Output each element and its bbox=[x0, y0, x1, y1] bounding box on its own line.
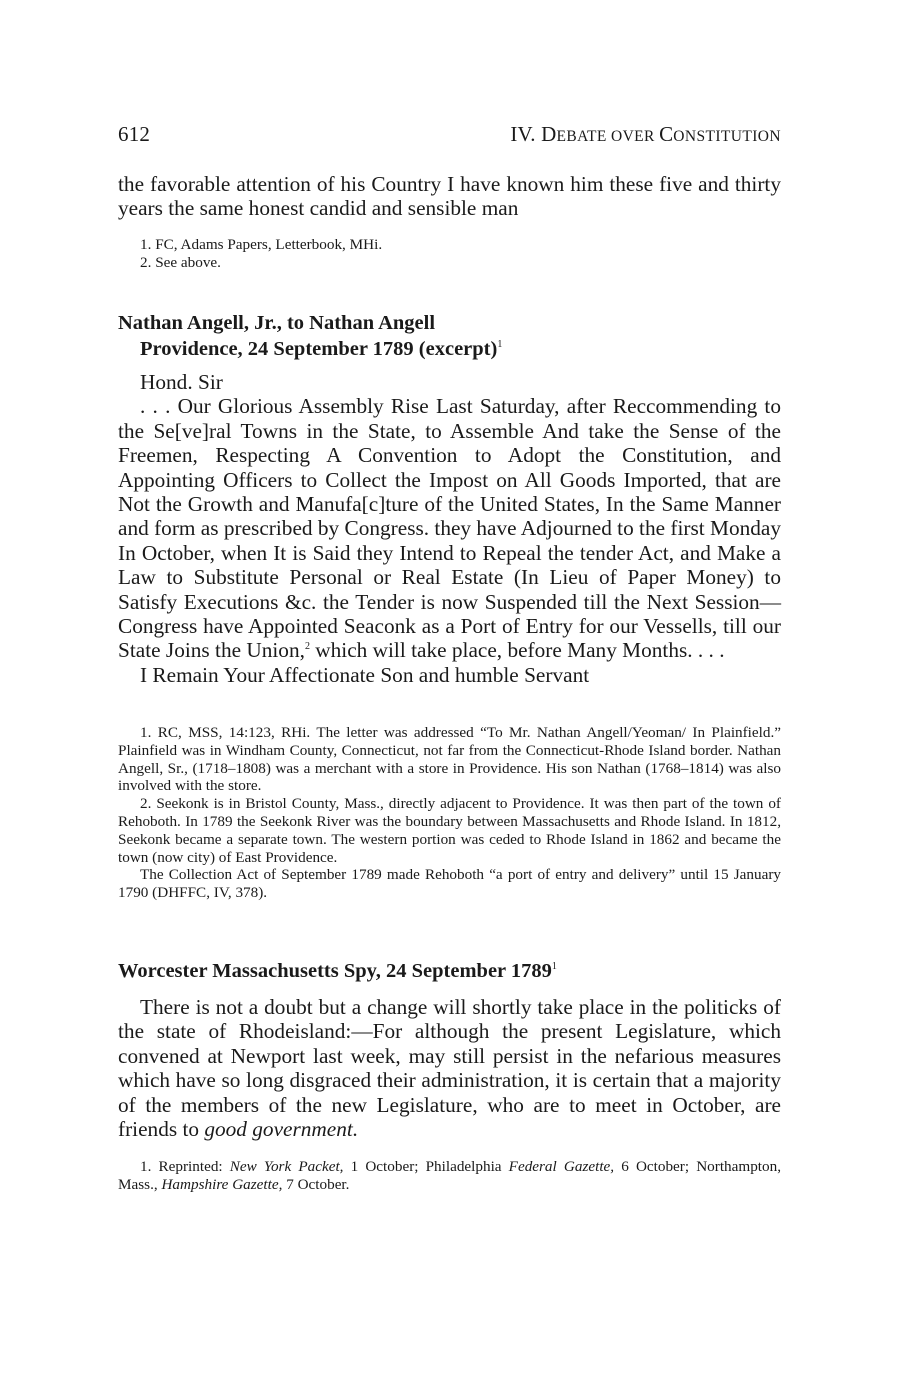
continuation-footnotes bbox=[118, 236, 781, 272]
article-paragraph: There is not a doubt but a change will shortly take place in the politicks of the state of Rhodeisland:—For although the present Legislature, which convened at Newport last week, may still persist in the nefarious measures which have so long disgraced their administration, it is certain that a majority of the members of the new Legislature, who are to meet in October, are friends to good government. bbox=[118, 995, 781, 1142]
page-number: 612 bbox=[118, 122, 151, 146]
title-line-1: Nathan Angell, Jr., to Nathan Angell bbox=[118, 312, 436, 334]
running-head bbox=[118, 122, 781, 147]
footnote: 1. FC, Adams Papers, Letterbook, MHi. bbox=[140, 236, 383, 253]
document-title: Worcester Massachusetts Spy, 24 September 1789$^1$ bbox=[118, 960, 557, 982]
continuation-block bbox=[118, 172, 781, 221]
continuation-text: the favorable attention of his Country I have known him these five and thirty years the same honest candid and sensible man bbox=[118, 172, 781, 221]
footnote: 1. RC, MSS, 14:123, RHi. The letter was addressed “To Mr. Nathan Angell/Yeoman/ In Plainfield.” Plainfield was in Windham County, Connecticut, not far from the Connecticut-Rhode Island border. Nathan Angell, Sr., (1718–1808) was a merchant with a store in Providence. His son Nathan (1768–1814) was also involved with the store. bbox=[118, 724, 781, 795]
section-title: IV. DEBATE OVER CONSTITUTION bbox=[510, 122, 781, 146]
footnote: 2. See above. bbox=[140, 253, 221, 271]
footnote: 2. Seekonk is in Bristol County, Mass., directly adjacent to Providence. It was then part of the town of Rehoboth. In 1789 the Seekonk River was the boundary between Massachusetts and Rhode Island. In 1812, Seekonk became a separate town. The western portion was ceded to Rhode Island in 1862 and became the town (now city) of East Providence. bbox=[118, 795, 781, 866]
spy-heading bbox=[118, 958, 781, 984]
spy-footnotes bbox=[118, 1158, 781, 1194]
footnote: The Collection Act of September 1789 made Rehoboth “a port of entry and delivery” until 15 January 1790 (DHFFC, IV, 378). bbox=[118, 866, 781, 902]
title-line-2: Providence, 24 September 1789 (excerpt)$^1$ bbox=[140, 338, 503, 360]
angell-footnotes bbox=[118, 724, 781, 902]
salutation: Hond. Sir bbox=[140, 370, 223, 394]
letter-paragraph: . . . Our Glorious Assembly Rise Last Saturday, after Reccommending to the Se[ve]ral Towns in the State, to Assemble And take the Sense of the Freemen, Respecting A Convention to Adopt the Constitution, and Appointing Officers to Collect the Impost on All Goods Imported, that are Not the Growth and Manufa[c]ture of the United States, In the Same Manner and form as prescribed by Congress. they have Adjourned to the first Monday In October, when It is Said they Intend to Repeal the tender Act, and Make a Law to Substitute Personal or Real Estate (In Lieu of Paper Money) to Satisfy Executions &c. the Tender is now Suspended till the Next Session—Congress have Appointed Seaconk as a Port of Entry for our Vessells, till our State Joins the Union,$^2$ which will take place, before Many Months. . . . bbox=[118, 394, 782, 663]
angell-letter-heading bbox=[118, 310, 781, 362]
document-title bbox=[118, 310, 781, 362]
footnote: 1. Reprinted: New York Packet, 1 October; Philadelphia Federal Gazette, 6 October; Northampton, Mass., Hampshire Gazette, 7 October. bbox=[118, 1158, 781, 1193]
closing: I Remain Your Affectionate Son and humble Servant bbox=[140, 662, 590, 687]
spy-body bbox=[118, 995, 781, 1141]
angell-letter-body bbox=[118, 370, 781, 687]
